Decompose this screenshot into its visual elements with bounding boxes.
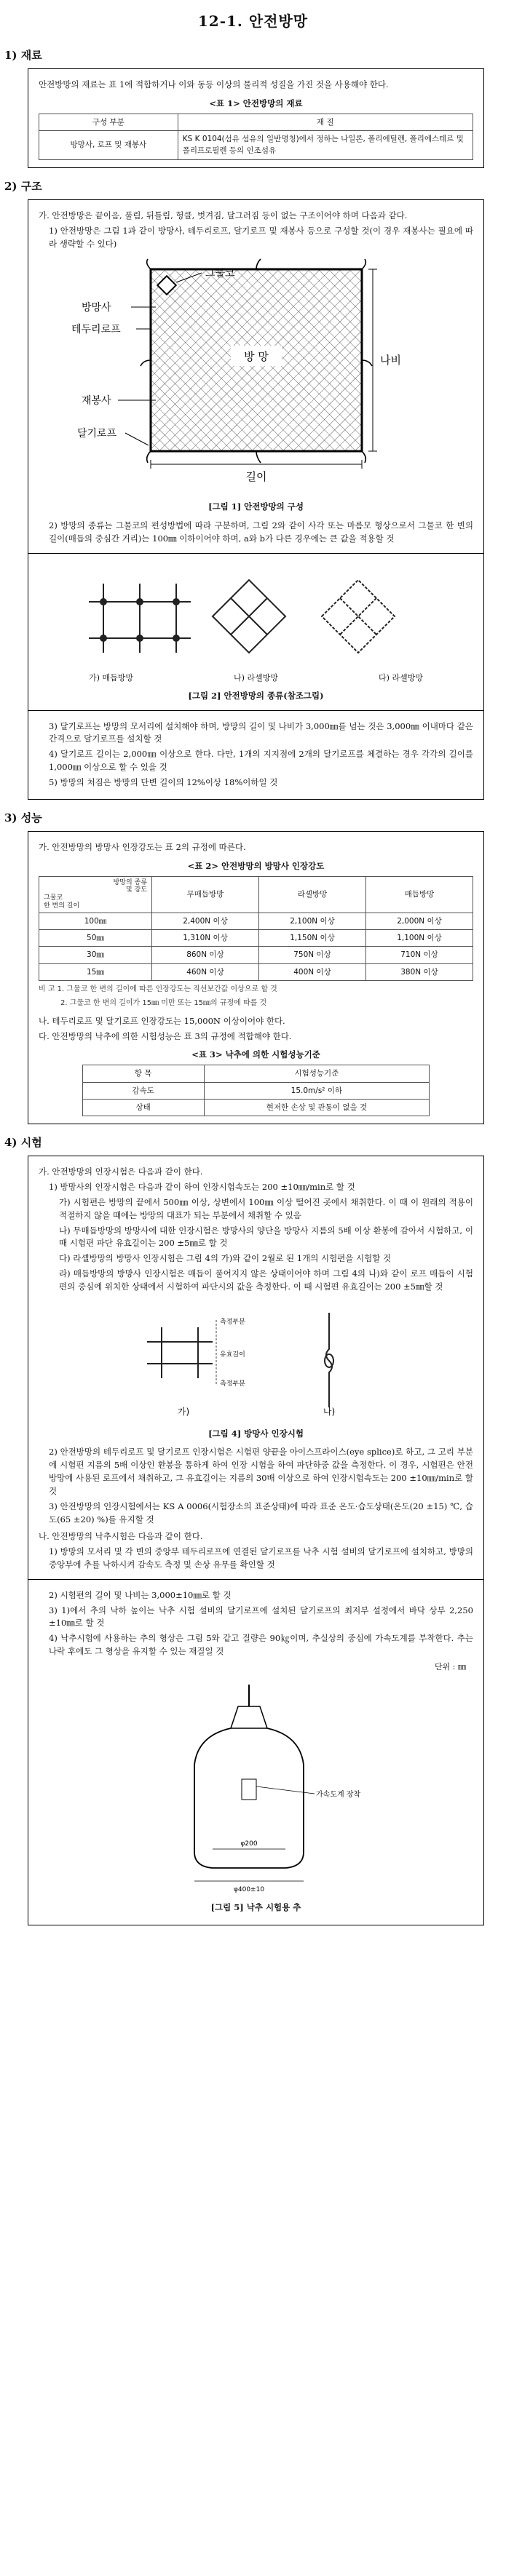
table2-row: 100㎜ 2,400N 이상 2,100N 이상 2,000N 이상 — [39, 913, 473, 929]
drop-test-item4: 4) 낙추시험에 사용하는 추의 형상은 그림 5와 같고 질량은 90㎏이며, 추실상의 중심에 가속도계를 부착한다. 추는 나락 후에도 그 형상을 유지할 수 있는 재질일 것 — [49, 1633, 473, 1657]
performance-da: 다. 안전방망의 낙추에 의한 시험성능은 표 3의 규정에 적합해야 한다. — [39, 1030, 292, 1041]
figure2-label: 나) 라셸방망 — [234, 672, 278, 683]
fig4-annotation: 측정부분 — [219, 1318, 245, 1326]
test-box — [28, 1156, 484, 1925]
figure4-label: 가) — [177, 1406, 189, 1417]
figure1-caption: [그림 1] 안전방망의 구성 — [208, 501, 304, 512]
figure2-label: 가) 매듭방망 — [89, 672, 133, 683]
table1 — [39, 114, 473, 160]
structure-box — [28, 199, 484, 800]
structure-ga: 가. 안전방망은 끝이음, 풀림, 뒤틀림, 헝클, 벗겨짐, 달그러짐 등이 없는 구조이어야 하며 다음과 같다. — [39, 210, 408, 220]
net-center-label: 방 망 — [243, 350, 269, 364]
table2-note1: 비 고 1. 그물코 한 변의 길이에 따른 인장강도는 직선보간값 이상으로 할 것 — [39, 985, 277, 993]
test-item3: 3) 안전방망의 인장시험에서는 KS A 0006(시험장소의 표준상태)에 따라 표준 온도·습도상태(온도(20 ±15) ℃, 습도(65 ±20) %)를 유지할 것 — [49, 1500, 473, 1524]
sewing-label: 재봉사 — [81, 395, 111, 408]
table1-head: 구성 부분 — [39, 114, 178, 130]
figure1-net-diagram — [67, 255, 446, 495]
section-structure-heading: 2) 구조 — [4, 179, 42, 193]
table2-corner: 방망의 종류 및 강도 그물코 한 변의 길이 — [39, 876, 152, 913]
test-ga: 가. 안전방망의 인장시험은 다음과 같이 한다. — [39, 1166, 203, 1177]
table2-row: 50㎜ 1,310N 이상 1,150N 이상 1,100N 이상 — [39, 930, 473, 947]
structure-item5: 5) 방망의 처짐은 방망의 단변 길이의 12%이상 18%이하일 것 — [49, 776, 278, 787]
drop-test-item1: 1) 방망의 모서리 및 각 변의 중앙부 테두리로프에 연결된 달기로프를 낙추 시험 설비의 달기로프에 설치하고, 방망의 중앙부에 추를 낙하시켜 감속도 측정 및 손상 유무를 확인할 것 — [49, 1546, 473, 1570]
table3-row: 감속도 15.0m/s² 이하 — [82, 1082, 430, 1099]
test-item2: 2) 안전방망의 테두리로프 및 달기로프 인장시험은 시험편 양끝을 아이스프라이스(eye splice)로 하고, 그 고리 부분에 시험편 지름의 5배 이상인 환봉을 통하게 하여 인장 시험을 하여 파단하중 값을 측정한다. 이 경우, 시험편은 안전방망에 사용된 로프에서 채취하고, 그 유효길이는 지름의 30배 이상으로 하여 인장시험속도는 200 ±10㎜/min로 할 것 — [49, 1447, 473, 1496]
knotted-net-sketch — [89, 584, 191, 653]
unit-label: 단위 : ㎜ — [435, 1661, 466, 1671]
table2-head: 매듭방망 — [365, 876, 473, 913]
section-performance-heading: 3) 성능 — [4, 811, 42, 824]
grommet-label: 그물코 — [205, 268, 235, 280]
figure4-tensile-sketch — [103, 1298, 409, 1422]
figure4-label: 나) — [323, 1406, 335, 1417]
table2-head: 라셸방망 — [258, 876, 365, 913]
knot-specimen — [325, 1313, 333, 1407]
structure-item3: 3) 달기로프는 방망의 모서리에 설치해야 하며, 방망의 길이 및 나비가 3,000㎜를 넘는 것은 3,000㎜ 이내마다 같은 간격으로 달기로프를 설치할 것 — [49, 720, 473, 744]
table3-row: 항 목 시험성능기준 — [82, 1065, 430, 1082]
materials-text: 안전방망의 재료는 표 1에 적합하거나 이와 동등 이상의 물리적 성질을 가진 것을 사용해야 한다. — [39, 79, 389, 90]
performance-box — [28, 831, 484, 1124]
accelerometer — [242, 1779, 256, 1800]
test-na: 나. 안전방망의 낙추시험은 다음과 같이 한다. — [39, 1531, 203, 1542]
structure-rest — [28, 710, 483, 790]
test-item1-na: 나) 무매듭방망의 방망사에 대한 인장시험은 방망사의 양단을 방망사 지름의 5배 이상 환봉에 감아서 시험하고, 이 때 시험편 파단 유효길이는 200 ±5㎜로 할 것 — [59, 1225, 473, 1249]
table3-caption: <표 3> 낙추에 의한 시험성능기준 — [191, 1049, 320, 1060]
test-item1: 1) 방망사의 인장시험은 다음과 같이 하여 인장시험속도는 200 ±10㎜/min로 할 것 — [49, 1182, 355, 1193]
table1-cell: KS K 0104(섬유 섬유의 일반명칭)에서 정하는 나일론, 폴리에틸렌, 폴리에스테르 및 폴리프로필렌 등의 인조섬유 — [178, 131, 473, 160]
drop-test-item2: 2) 시험편의 길이 및 나비는 3,000±10㎜로 할 것 — [49, 1589, 232, 1600]
table3 — [82, 1065, 430, 1116]
weight-top — [231, 1706, 267, 1728]
table2-row: 30㎜ 860N 이상 750N 이상 710N 이상 — [39, 947, 473, 963]
section-materials-heading: 1) 재료 — [4, 49, 42, 62]
table1-caption: <표 1> 안전방망의 재료 — [209, 98, 303, 109]
performance-ga: 가. 안전방망의 방망사 인장강도는 표 2의 규정에 따른다. — [39, 841, 246, 852]
table2-head: 무매듭방망 — [151, 876, 258, 913]
fig5-annotation: 가속도계 장착 — [315, 1790, 360, 1799]
structure-item2: 2) 방망의 종류는 그물코의 편성방법에 따라 구분하며, 그림 2와 같이 사각 또는 마름모 형상으로서 그물코 한 변의 길이(매듭의 중심간 거리)는 100㎜ 이하이어야 하며, a와 b가 다른 경우에는 큰 값을 적용할 것 — [49, 520, 473, 544]
raschel-net-sketch-a — [213, 580, 285, 653]
figure2-label: 다) 라셸방망 — [379, 672, 423, 683]
width-label: 나비 — [379, 354, 401, 367]
page-title: 12-1. 안전방망 — [197, 12, 309, 30]
test-item1-ga: 가) 시험편은 방망의 끝에서 500㎜ 이상, 상변에서 100㎜ 이상 떨어진 곳에서 채취한다. 이 때 이 원래의 적용이 적절하지 않을 때에는 방망의 대표가 되는 부분에서 채취할 수 있음 — [59, 1196, 473, 1220]
test-item1-da: 다) 라셸방망의 방망사 인장시험은 그림 4의 가)와 같이 2월로 된 1개의 시험편을 시험할 것 — [59, 1253, 392, 1264]
structure-item1: 1) 안전방망은 그림 1과 같이 방망사, 테두리로프, 달기로프 및 재봉사 등으로 구성할 것(이 경우 재봉사는 필요에 따라 생략할 수 있다) — [49, 225, 473, 249]
fig4-annotation: 측정부분 — [219, 1380, 245, 1388]
figure2-caption: [그림 2] 안전방망의 종류(참조그림) — [188, 690, 324, 701]
table2 — [39, 876, 473, 981]
table1-head: 재 질 — [178, 114, 473, 130]
drop-test-item3: 3) 1)에서 추의 낙하 높이는 낙추 시험 설비의 달기로프에 설치된 달기로프의 최저부 설정에서 바닥 상부 2,250 ±10㎜로 할 것 — [49, 1605, 473, 1629]
structure-item4: 4) 달기로프 길이는 2,000㎜ 이상으로 한다. 다만, 1개의 지지점에 2개의 달기로프를 체결하는 경우 각각의 길이를 1,000㎜ 이상으로 할 수 있을 것 — [49, 749, 473, 773]
fig5-annotation: φ400±10 — [233, 1885, 264, 1893]
length-label: 길이 — [245, 470, 266, 484]
performance-na: 나. 테두리로프 및 달기로프 인장강도는 15,000N 이상이어야 한다. — [39, 1015, 285, 1026]
table1-cell: 방망사, 로프 및 재봉사 — [39, 131, 178, 160]
figure5-weight-drawing — [103, 1677, 409, 1896]
figure2-net-types — [74, 565, 438, 667]
section-test-heading: 4) 시험 — [4, 1136, 42, 1150]
materials-box — [28, 68, 484, 167]
border-rope-label: 테두리로프 — [71, 324, 121, 336]
table2-caption: <표 2> 안전방망의 방망사 인장강도 — [187, 860, 325, 871]
raschel-specimen — [147, 1327, 213, 1378]
hang-rope-label: 달기로프 — [76, 428, 116, 440]
table2-row: 15㎜ 460N 이상 400N 이상 380N 이상 — [39, 963, 473, 980]
figure4-caption: [그림 4] 방망사 인장시험 — [208, 1428, 304, 1439]
raschel-net-sketch-b — [322, 580, 395, 653]
table2-note2: 2. 그물코 한 변의 길이가 15㎜ 미만 또는 15㎜의 규정에 따를 것 — [60, 999, 267, 1008]
figure2-panel — [28, 553, 483, 703]
drop-test-panel — [28, 1579, 483, 1915]
fig5-annotation: φ200 — [240, 1840, 258, 1848]
fig4-annotation: 유효길이 — [219, 1351, 245, 1359]
table3-row: 상태 현저한 손상 및 관통이 없을 것 — [82, 1099, 430, 1116]
figure5-caption: [그림 5] 낙추 시험용 추 — [210, 1901, 301, 1912]
test-item1-ra: 라) 매듭방망의 방망사 인장시험은 매듭이 풀어지지 않은 상태이어야 하며 그림 4의 나)와 같이 로프 매듭이 시험편의 중심에 위치한 상태에서 시험하여 파단시의 값을 측정한다. 이 때 시험편 유효길이는 200 ±5㎜할 것 — [59, 1268, 473, 1292]
figure2-labels — [39, 672, 473, 684]
mesh-line-label: 방망사 — [81, 302, 111, 314]
